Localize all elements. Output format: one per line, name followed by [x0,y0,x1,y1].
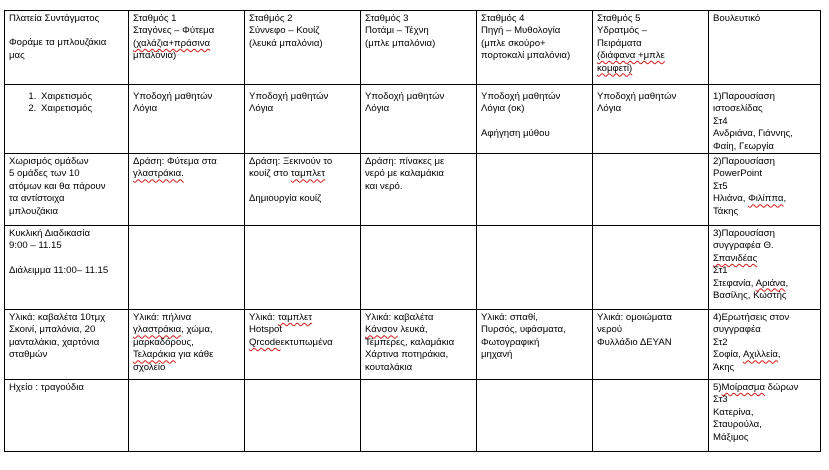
cell-text: Υλικά: καβαλέτα [365,312,434,324]
header-cell-parliament [709,11,821,85]
cell-text: Κυκλική Διαδικασία [9,228,91,240]
header-cell-station-4 [477,11,593,85]
cell-text: Λόγια (οκ) [481,103,525,115]
station-2-welcome-cell [245,85,361,154]
cell-text: τα αντίστοιχα [9,193,65,205]
cell-text [249,168,356,180]
greetings-cell [5,85,129,154]
station-3-title: Σταθμός 3 [365,13,409,24]
cell-text: γλαστράκια. [133,168,184,180]
cell-text-part: ταμπλετ [290,168,326,180]
cell-text-part: Στεφανία, [713,277,756,289]
cell-text: Δημιουργία κουίζ [249,192,322,204]
schedule-table [4,10,821,452]
station-5-theme-end: Πειράματα [597,37,642,49]
cell-text: Δράση: Φύτεμα στα [133,156,217,168]
station-5-title: Σταθμός 5 [597,13,641,24]
cell-text: Υποδοχή μαθητών [249,91,329,102]
cell-text: σχολείο [133,361,166,373]
cell-text: 2)Παρουσίαση [713,156,775,168]
cell-text: μηχανή [481,349,513,361]
cell-text-part: γλαστράκια [133,324,182,336]
cell-text: Ανδριάνα, Γιάννης, [713,128,793,140]
cell-text-part: , [785,277,789,289]
cell-text: Φαίη, Γεωργία [713,140,774,152]
station-2-materials-cell [245,310,361,380]
cell-text: Χάρτινα ποτηράκια, [365,349,449,361]
cell-text-part: κουίζ στο [249,168,291,180]
table-row [5,310,821,380]
station-4-balloons-end: πορτοκαλί μπαλόνια) [481,50,571,62]
cell-text: Λόγια [249,103,274,115]
cell-text: Λόγια [133,103,158,115]
cell-text-part: δώρων [765,382,799,394]
list-item: 1. Χαιρετισμός [39,91,124,103]
materials-cell [5,310,129,380]
cell-text: Σκοινί, μπαλόνια, 20 [9,324,96,336]
cell-text: 1)Παρουσίαση [713,91,775,102]
cell-text: Χωρισμός ομάδων [9,156,89,168]
station-3-welcome-cell [361,85,477,154]
station-1-balloons: (χαλάζια+πράσινα [133,37,211,49]
audio-cell [5,380,129,452]
station-1-balloons-end: μπαλόνια) [133,50,177,62]
cell-text: Τέμπερες, καλαμάκια [365,336,455,348]
cell-text: Στ5 [713,180,728,192]
empty-cell [477,226,593,310]
list-item: 2. Χαιρετισμός [39,103,124,115]
header-square-note-end: μας [9,49,25,61]
cell-text: και νερό. [365,180,403,192]
cell-text [713,349,816,361]
cell-text: Άκης [713,361,735,373]
cell-text-part: Qrcode [249,336,281,348]
station-1-action-cell [129,154,245,226]
cell-text: Πυρσός, υφάσματα, [481,324,566,336]
header-cell-station-3 [361,11,477,85]
cell-text: συγγραφέα Θ. [713,240,774,252]
cell-text-part: Υλικά: [249,312,278,324]
cell-text: Στ2 [713,336,728,348]
cell-text: Υποδοχή μαθητών [365,91,445,102]
cell-text: μπλουζάκια [9,205,58,217]
cell-text: Τάκης [713,205,739,217]
cell-text: Υποδοχή μαθητών [597,91,677,102]
cell-text-part: , [783,193,787,205]
cell-text: συγγραφέα [713,324,761,336]
cell-text: κουταλάκια [365,361,413,373]
cell-text-part: ταμπλετ [277,312,313,324]
cell-text: Βασίλης, Κωστής [713,290,787,302]
cell-text-part: Αχιλλεία [742,349,778,361]
station-5-materials-cell [593,310,709,380]
station-4-theme: Πηγή – Μυθολογία [481,25,561,37]
cell-text: σταθμών [9,349,48,361]
cell-text: Στ1 [713,265,728,277]
cell-text: Διάλειμμα 11:00– 11.15 [9,264,109,276]
cell-text: Δράση: πίνακες με [365,156,445,168]
empty-cell [129,226,245,310]
cell-text-part: λευκά, [397,324,428,336]
parliament-gifts-cell [709,380,821,452]
cell-text: Υποδοχή μαθητών [481,91,561,102]
cell-text-part: , χώμα, [181,324,213,336]
empty-cell [593,226,709,310]
station-5-balloons-end: κομφετί) [597,62,633,74]
station-2-theme: Σύννεφο – Κουίζ [249,25,320,37]
header-square-note: Φοράμε τα μπλουζάκια [9,37,107,49]
cell-text: Ηχείο : τραγούδια [9,382,84,394]
cell-text-part: Σοφία, [713,349,743,361]
cell-text: 9:00 – 11.15 [9,240,62,252]
header-square-title: Πλατεία Συντάγματος [9,13,100,24]
cell-text: Σπανιδέας [713,252,758,264]
station-3-action-cell [361,154,477,226]
cell-text: Υλικά: σπαθί, [481,312,538,324]
header-cell-square [5,11,129,85]
header-cell-station-1 [129,11,245,85]
cell-text-part: Φιλίππα [748,193,784,205]
table-header-row [5,11,821,85]
cell-text: Κατερίνα, [713,406,754,418]
station-4-materials-cell [477,310,593,380]
cell-text: Μάξιμος [713,431,749,443]
cell-text: ιστοσελίδας [713,103,763,115]
empty-cell [245,380,361,452]
station-2-title: Σταθμός 2 [249,13,293,24]
cell-text-part: Μοίρασμα [721,382,765,394]
station-5-empty-cell [593,154,709,226]
station-2-balloons: (λευκά μπαλόνια) [249,37,323,49]
cell-text: PowerPoint [713,168,763,180]
station-1-materials-cell [129,310,245,380]
cell-text: Λόγια [365,103,390,115]
cell-text: Φυλλάδιο ΔΕΥΑΝ [597,336,672,348]
cell-text [249,337,356,349]
table-row [5,154,821,226]
cell-text: Στ3 [713,394,728,406]
empty-cell [477,380,593,452]
cell-text [713,382,816,394]
cell-text-part: Αριάνα [755,277,786,289]
station-4-empty-cell [477,154,593,226]
cell-text: Υλικά: καβαλέτα 10τμχ [9,312,106,324]
cell-text-part: Ηλιάνα, [713,193,749,205]
empty-cell [361,226,477,310]
groups-cell [5,154,129,226]
header-cell-station-5 [593,11,709,85]
cell-text: Σταυρούλα, [713,419,762,431]
station-3-theme: Ποτάμι – Τέχνη [365,25,429,37]
empty-cell [129,380,245,452]
station-1-welcome-cell [129,85,245,154]
station-5-theme: Υδρατμός – [597,25,648,37]
cell-text-part: Κάνσον [365,324,398,336]
cell-text: νερό με καλαμάκια [365,168,444,180]
station-5-balloons: (διάφανα +μπλε [597,50,665,62]
table-row [5,85,821,154]
cell-text: 4)Ερωτήσεις στον [713,312,790,324]
station-1-title: Σταθμός 1 [133,13,177,24]
schedule-cell [5,226,129,310]
parliament-title: Βουλευτικό [713,13,761,24]
cell-text-part: για κάθε [175,349,214,361]
cell-text [713,278,816,290]
station-1-theme: Σταγόνες – Φύτεμα [133,25,215,37]
cell-text: Hotspot [249,324,283,336]
cell-text: Δράση: Ξεκινούν το [249,156,333,168]
cell-text [365,324,472,336]
station-3-materials-cell [361,310,477,380]
cell-text: 5 ομάδες των 10 [9,168,80,180]
cell-text-part: , [777,349,781,361]
cell-text-part: εκτυπωμένα [280,336,333,348]
station-2-action-cell [245,154,361,226]
cell-text-part: Τελαράκια [133,349,176,361]
cell-text: νερού [597,324,623,336]
cell-text: Υποδοχή μαθητών [133,91,213,102]
cell-text: μαρκαδόρους, [133,336,194,348]
cell-text: μανταλάκια, χαρτόνια [9,336,100,348]
parliament-presentation-2-cell [709,154,821,226]
cell-text: Αφήγηση μύθου [481,127,550,139]
station-5-welcome-cell [593,85,709,154]
cell-text: Φωτογραφική [481,336,540,348]
cell-text [133,324,240,336]
cell-text: Υλικά: ομοιώματα [597,312,672,324]
parliament-questions-cell [709,310,821,380]
header-cell-station-2 [245,11,361,85]
table-row [5,380,821,452]
cell-text [713,193,816,205]
station-4-balloons: (μπλε σκούρο+ [481,37,546,49]
cell-text: Λόγια [597,103,622,115]
station-3-balloons: (μπλε μπαλόνια) [365,37,436,49]
cell-text: 3)Παρουσίαση [713,228,775,240]
cell-text [133,349,240,361]
cell-text [249,312,356,324]
empty-cell [593,380,709,452]
cell-text: Στ4 [713,115,728,127]
parliament-presentation-3-cell [709,226,821,310]
cell-text: Υλικά: πήλινα [133,312,192,324]
empty-cell [361,380,477,452]
station-4-welcome-cell [477,85,593,154]
parliament-presentation-1-cell [709,85,821,154]
cell-text-part: 5) [713,382,722,394]
station-4-title: Σταθμός 4 [481,13,525,24]
table-row [5,226,821,310]
greetings-list [9,91,124,116]
empty-cell [245,226,361,310]
cell-text: ατόμων και θα πάρουν [9,180,106,192]
